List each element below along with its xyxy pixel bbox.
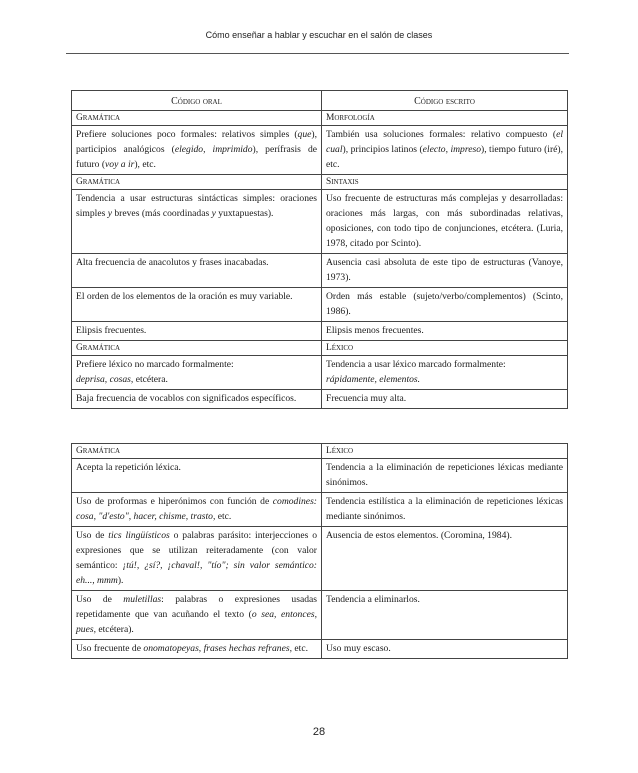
category-cell: Sintaxis [322,175,568,190]
italic-example: y [211,208,216,219]
category-row [72,111,568,126]
table-row [72,459,568,493]
text-run: etc. [292,643,308,654]
escrito-cell: Tendencia a eliminarlos. [322,591,568,640]
table-row [72,591,568,640]
table-row [72,493,568,527]
oral-cell: Elipsis frecuentes. [72,322,322,341]
category-cell: Gramática [72,175,322,190]
oral-cell [72,356,322,390]
comparison-table-oral-escrito [71,90,568,409]
text-run: También usa soluciones formales: relativo compuesto ( [326,129,557,140]
italic-example: deprisa, cosas, [76,374,134,385]
text-run: Tendencia a usar léxico marcado formalmente: [326,359,506,370]
category-row [72,444,568,459]
escrito-cell: Uso frecuente de estructuras más complejas y desarrolladas: oraciones más largas, con más subordinadas relativas, oposiciones, con todo tipo de conjunciones, etcétera. (Luria, 1978, citado por Scinto). [322,190,568,254]
escrito-cell: Orden más estable (sujeto/verbo/complementos) (Scinto, 1986). [322,288,568,322]
italic-example: que [297,129,312,140]
category-row [72,175,568,190]
italic-example: tics lingüísticos [108,530,170,541]
text-run: etcétera. [133,374,168,385]
text-run: ), etc. [134,159,156,170]
italic-example: y [107,208,112,219]
italic-example: voy a ir [105,159,135,170]
escrito-cell: Elipsis menos frecuentes. [322,322,568,341]
text-run: Tendencia a usar estructuras sintácticas simples: oraciones simples [76,193,317,219]
table-row [72,254,568,288]
text-run: etc. [215,511,232,522]
escrito-cell: Tendencia a la eliminación de repeticiones léxicas mediante sinónimos. [322,459,568,493]
oral-cell [72,591,322,640]
page-number: 28 [312,726,326,738]
italic-example: rápidamente, elementos. [326,374,421,385]
comparison-table-lexico [71,443,568,659]
category-cell: Léxico [322,341,568,356]
oral-cell [72,493,322,527]
italic-example: ¡tú!, ¿sí?, ¡chaval!, "tío"; sin valor semántico: eh..., mmm [76,560,317,586]
oral-cell: Acepta la repetición léxica. [72,459,322,493]
column-header-oral: Código oral [72,91,322,111]
oral-cell: El orden de los elementos de la oración es muy variable. [72,288,322,322]
oral-cell [72,190,322,254]
escrito-cell: Ausencia de estos elementos. (Coromina, 1984). [322,527,568,591]
category-cell: Gramática [72,341,322,356]
escrito-cell [322,126,568,175]
text-run: yuxtapuestas). [215,208,274,219]
text-run: Uso de [76,530,109,541]
category-cell: Gramática [72,444,322,459]
table-row [72,288,568,322]
table-row [72,190,568,254]
oral-cell: Alta frecuencia de anacolutos y frases inacabadas. [72,254,322,288]
text-run: Uso de proformas e hiperónimos con función de [76,496,273,507]
escrito-cell [322,356,568,390]
text-run: Uso frecuente de [76,643,144,654]
text-run: ). [117,575,124,586]
text-run: ), principios latinos ( [342,144,423,155]
italic-example: electo, impreso [422,144,481,155]
text-run: etcétera). [95,624,134,635]
table-row [72,390,568,409]
oral-cell: Baja frecuencia de vocablos con significados específicos. [72,390,322,409]
text-run: ), perífrasis de futuro ( [76,144,317,170]
italic-example: el cual [326,129,563,155]
column-header-escrito: Código escrito [322,91,568,111]
table-row [72,527,568,591]
text-run: Prefiere léxico no marcado formalmente: [76,359,234,370]
oral-cell [72,640,322,659]
italic-example: comodines: cosa, "d'esto", hacer, chisme, trasto, [76,496,317,522]
oral-cell [72,527,322,591]
text-run: breves (más coordinadas [111,208,212,219]
text-run: : palabras o expresiones usadas repetidamente que van acuñando el texto ( [76,594,317,620]
italic-example: onomatopeyas, frases hechas refranes, [143,643,292,654]
table-row [72,126,568,175]
running-header: Cómo enseñar a hablar y escuchar en el salón de clases [205,30,433,40]
italic-example: o sea, entonces, pues, [76,609,317,635]
header-divider [66,53,569,54]
table-row [72,640,568,659]
text-run: ), tiempo futuro (iré), etc. [326,144,563,170]
table-row [72,356,568,390]
table-row [72,322,568,341]
escrito-cell: Tendencia estilística a la eliminación de repeticiones léxicas mediante sinónimos. [322,493,568,527]
category-cell: Gramática [72,111,322,126]
oral-cell [72,126,322,175]
table-header-row [72,91,568,111]
escrito-cell: Uso muy escaso. [322,640,568,659]
text-run: Prefiere soluciones poco formales: relativos simples ( [76,129,298,140]
italic-example: elegido, imprimido [174,144,253,155]
italic-example: muletillas [123,594,162,605]
category-cell: Léxico [322,444,568,459]
category-cell: Morfología [322,111,568,126]
text-run: ), participios analógicos ( [76,129,317,155]
category-row [72,341,568,356]
text-run: o palabras parásito: interjecciones o expresiones que se utilizan reiteradamente (con valor semántico: [76,530,318,571]
text-run: Uso de [76,594,124,605]
escrito-cell: Ausencia casi absoluta de este tipo de estructuras (Vanoye, 1973). [322,254,568,288]
escrito-cell: Frecuencia muy alta. [322,390,568,409]
